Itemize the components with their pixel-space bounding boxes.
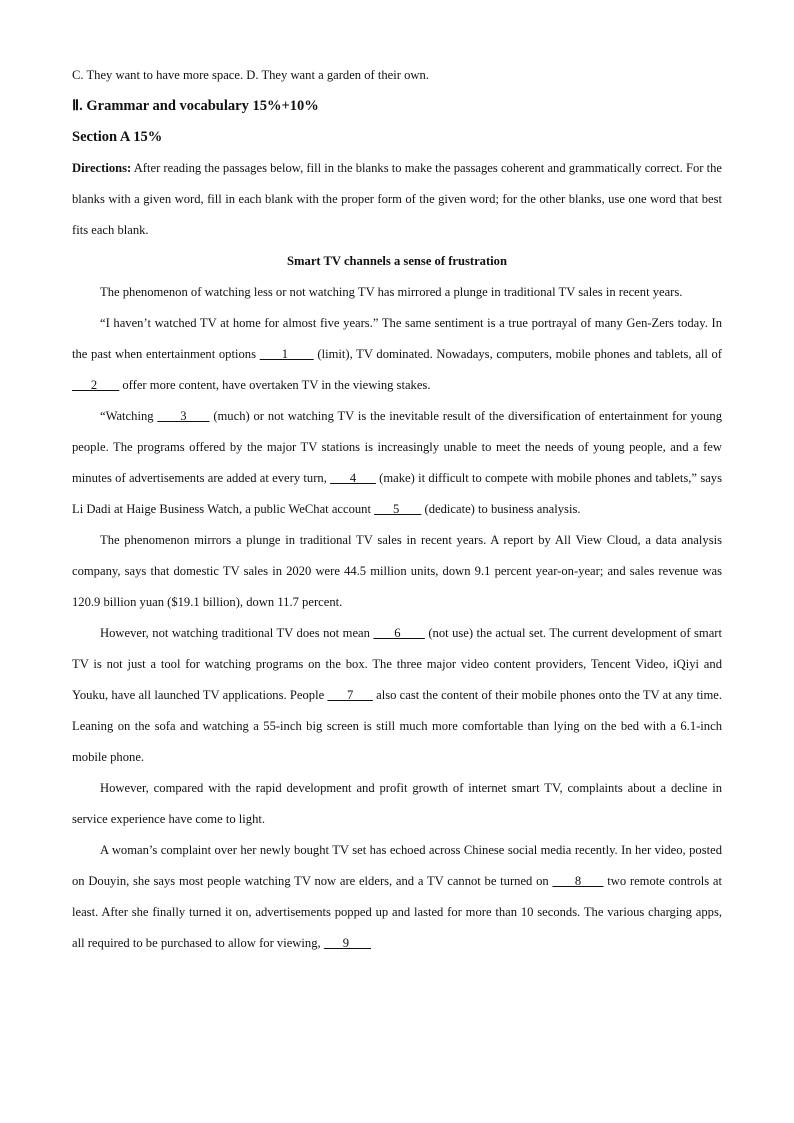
option-line: C. They want to have more space. D. They want a garden of their own. bbox=[72, 68, 429, 82]
paragraph-4: The phenomenon mirrors a plunge in traditional TV sales in recent years. A report by All View Cloud, a data analysis company, says that domestic TV sales in 2020 were 44.5 million units, down 9.1 percent year-on-year; and sales revenue was 120.9 billion yuan ($19.1 billion), down 11.7 percent. bbox=[72, 533, 722, 609]
paragraph-6: However, compared with the rapid development and profit growth of internet smart TV, complaints about a decline in service experience have come to light. bbox=[72, 781, 722, 826]
blank-7[interactable]: 7 bbox=[327, 688, 373, 702]
document-page bbox=[72, 60, 722, 959]
blank-2[interactable]: 2 bbox=[72, 378, 120, 392]
blank-9[interactable]: 9 bbox=[323, 936, 372, 950]
paragraph-5: However, not watching traditional TV does not mean 6 (not use) the actual set. The current development of smart TV is not just a tool for watching programs on the box. The three major video content providers, Tencent Video, iQiyi and Youku, have all launched TV applications. People 7 also cast the content of their mobile phones onto the TV at any time. Leaning on the sofa and watching a 55-inch big screen is still much more comfortable than lying on the bed with a 6.1-inch mobile phone. bbox=[72, 626, 722, 764]
blank-8[interactable]: 8 bbox=[552, 874, 604, 888]
blank-3[interactable]: 3 bbox=[157, 409, 210, 423]
paragraph-7: A woman’s complaint over her newly bought TV set has echoed across Chinese social media recently. In her video, posted on Douyin, she says most people watching TV now are elders, and a TV cannot be turned on 8 two remote controls at least. After she finally turned it on, advertisements popped up and lasted for more than 10 seconds. The various charging apps, all required to be purchased to allow for viewing, 9 bbox=[72, 843, 722, 950]
section-a-heading: Section A 15% bbox=[72, 129, 163, 145]
blank-1[interactable]: 1 bbox=[259, 347, 314, 361]
directions bbox=[72, 153, 722, 246]
passage-title: Smart TV channels a sense of frustration bbox=[287, 254, 507, 268]
directions-text: After reading the passages below, fill in the blanks to make the passages coherent and grammatically correct. For the blanks with a given word, fill in each blank with the proper form of the given word; for the other blanks, use one word that best fits each blank. bbox=[72, 161, 722, 237]
section-heading: Ⅱ. Grammar and vocabulary 15%+10% bbox=[72, 98, 319, 114]
blank-5[interactable]: 5 bbox=[374, 502, 422, 516]
paragraph-1: The phenomenon of watching less or not watching TV has mirrored a plunge in traditional TV sales in recent years. bbox=[100, 285, 683, 299]
directions-label: Directions: bbox=[72, 161, 132, 175]
paragraph-2: “I haven’t watched TV at home for almost five years.” The same sentiment is a true portrayal of many Gen-Zers today. In the past when entertainment options 1 (limit), TV dominated. Nowadays, computers, mobile phones and tablets, all of 2 offer more content, have overtaken TV in the viewing stakes. bbox=[72, 316, 722, 392]
paragraph-3: “Watching 3 (much) or not watching TV is the inevitable result of the diversification of entertainment for young people. The programs offered by the major TV stations is increasingly unable to meet the needs of young people, and a few minutes of advertisements are added at every turn, 4 (make) it difficult to compete with mobile phones and tablets,” says Li Dadi at Haige Business Watch, a public WeChat account 5 (dedicate) to business analysis. bbox=[72, 409, 723, 516]
blank-6[interactable]: 6 bbox=[373, 626, 425, 640]
blank-4[interactable]: 4 bbox=[330, 471, 376, 485]
